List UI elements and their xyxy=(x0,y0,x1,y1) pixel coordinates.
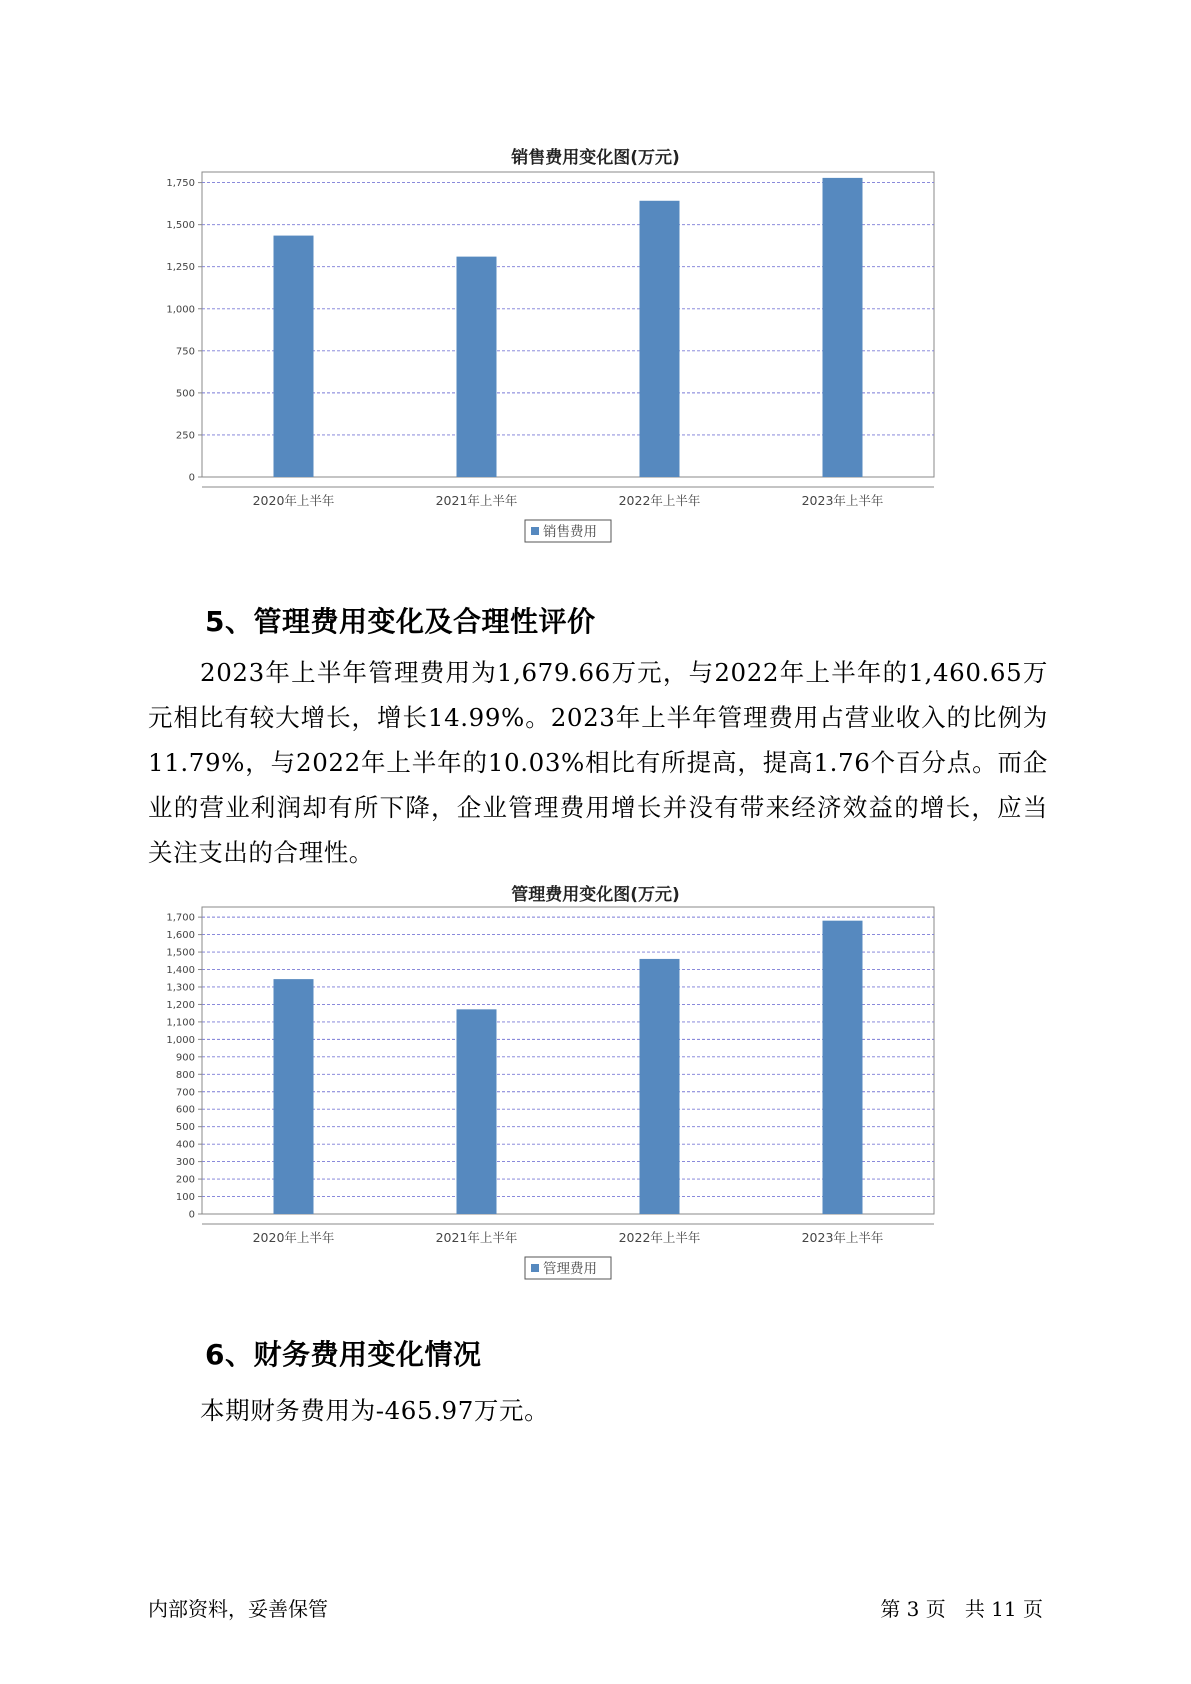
admin-expense-chart xyxy=(160,905,1020,1285)
y-tick-label: 1,700 xyxy=(166,912,195,924)
bar xyxy=(640,201,680,477)
y-tick-label: 1,300 xyxy=(166,982,195,994)
y-tick-label: 1,750 xyxy=(166,178,195,190)
y-tick-label: 1,100 xyxy=(166,1017,195,1029)
section-6-paragraph: 本期财务费用为-465.97万元。 xyxy=(200,1396,550,1425)
y-tick-label: 200 xyxy=(175,1174,195,1186)
y-tick-label: 1,500 xyxy=(166,947,195,959)
section-5-heading: 5、管理费用变化及合理性评价 xyxy=(205,605,596,638)
y-tick-label: 1,600 xyxy=(166,930,195,942)
x-tick-label: 2021年上半年 xyxy=(435,493,518,508)
bar xyxy=(457,1009,497,1214)
x-tick-label: 2023年上半年 xyxy=(801,1230,884,1245)
y-tick-label: 500 xyxy=(175,1122,195,1134)
y-tick-label: 0 xyxy=(188,1209,195,1221)
bar xyxy=(823,921,863,1214)
y-tick-label: 100 xyxy=(175,1192,195,1204)
section-5-paragraph: 2023年上半年管理费用为1,679.66万元，与2022年上半年的1,460.65万元相比有较大增长，增长14.99%。2023年上半年管理费用占营业收入的比例为11.79%，与2022年上半年的10.03%相比有所提高，提高1.76个百分点。而企业的营业利润却有所下降，企业管理费用增长并没有带来经济效益的增长，应当关注支出的合理性。 xyxy=(148,658,1048,867)
section-6-heading: 6、财务费用变化情况 xyxy=(205,1338,482,1371)
y-tick-label: 700 xyxy=(175,1087,195,1099)
y-tick-label: 1,000 xyxy=(166,1034,195,1046)
legend-label: 管理费用 xyxy=(543,1261,597,1277)
y-tick-label: 300 xyxy=(175,1157,195,1169)
legend-swatch xyxy=(531,527,539,535)
y-tick-label: 1,200 xyxy=(166,999,195,1011)
bar xyxy=(274,236,314,477)
bar xyxy=(457,257,497,477)
bar xyxy=(274,979,314,1214)
footer-page-number: 第 3 页 共 11 页 xyxy=(880,1597,1043,1621)
legend-swatch xyxy=(531,1264,539,1272)
y-tick-label: 0 xyxy=(188,472,195,484)
footer-confidential-note: 内部资料，妥善保管 xyxy=(148,1597,328,1621)
y-tick-label: 800 xyxy=(175,1069,195,1081)
y-tick-label: 1,250 xyxy=(166,262,195,274)
y-tick-label: 500 xyxy=(175,388,195,400)
bar xyxy=(823,178,863,477)
x-tick-label: 2021年上半年 xyxy=(435,1230,518,1245)
y-tick-label: 1,500 xyxy=(166,220,195,232)
admin-chart-title: 管理费用变化图(万元) xyxy=(511,885,680,905)
y-tick-label: 750 xyxy=(175,346,195,358)
x-tick-label: 2022年上半年 xyxy=(618,493,701,508)
y-tick-label: 600 xyxy=(175,1104,195,1116)
x-tick-label: 2022年上半年 xyxy=(618,1230,701,1245)
bar xyxy=(640,959,680,1214)
legend-label: 销售费用 xyxy=(543,524,597,540)
y-tick-label: 1,000 xyxy=(166,304,195,316)
y-tick-label: 400 xyxy=(175,1139,195,1151)
y-tick-label: 250 xyxy=(175,430,195,442)
y-tick-label: 1,400 xyxy=(166,965,195,977)
x-tick-label: 2020年上半年 xyxy=(252,493,335,508)
x-tick-label: 2020年上半年 xyxy=(252,1230,335,1245)
y-tick-label: 900 xyxy=(175,1052,195,1064)
sales-expense-chart xyxy=(160,170,1020,545)
x-tick-label: 2023年上半年 xyxy=(801,493,884,508)
sales-chart-title: 销售费用变化图(万元) xyxy=(511,148,680,168)
